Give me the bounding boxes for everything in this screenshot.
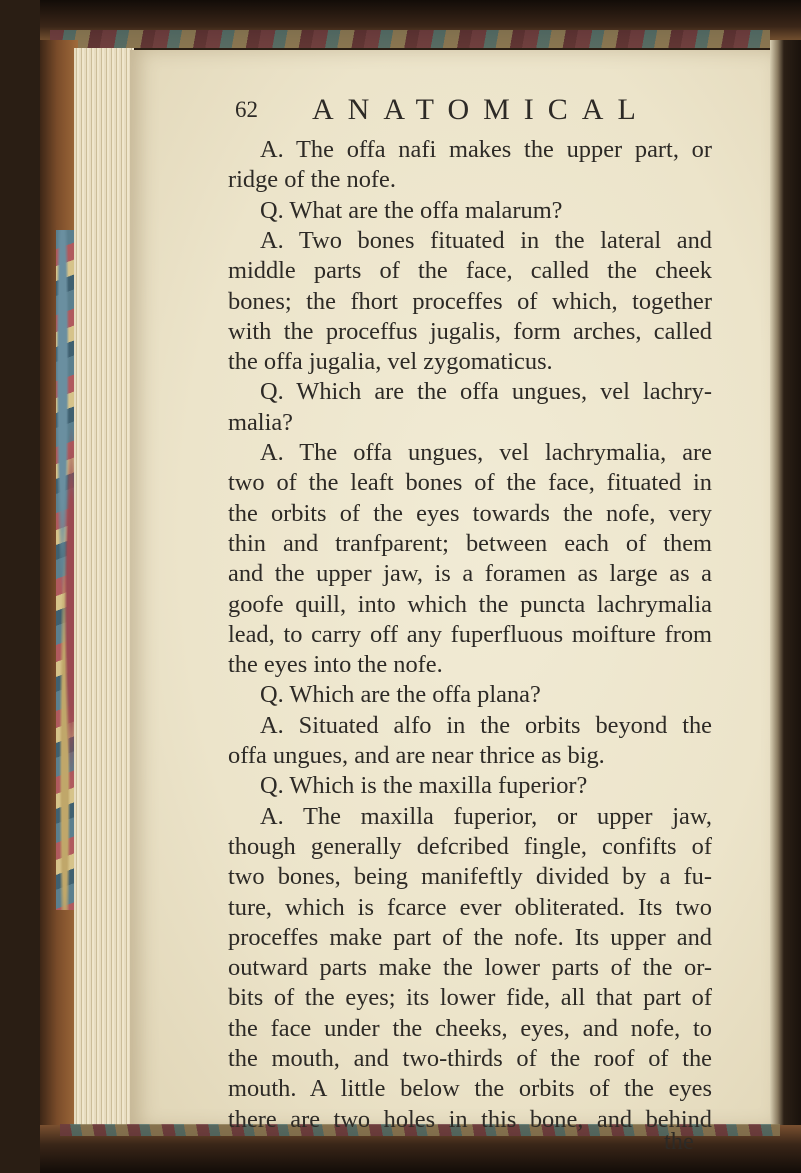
catchword: the [664, 1127, 694, 1155]
text-line: the face under the cheeks, eyes, and nofe, to [228, 1014, 712, 1042]
text-line: and the upper jaw, is a foramen as large as a [228, 560, 712, 588]
text-line: A. Situated alfo in the orbits beyond the [260, 711, 712, 739]
page-edges [74, 48, 134, 1138]
text-line: offa ungues, and are near thrice as big. [228, 742, 605, 769]
text-line: goofe quill, into which the puncta lachrymalia [228, 590, 712, 618]
text-line: Q. Which is the maxilla fuperior? [260, 772, 588, 800]
text-line: A. The offa nafi makes the upper part, or [260, 136, 712, 163]
text-line: Q. What are the offa malarum? [260, 196, 563, 224]
text-line: mouth. A little below the orbits of the eyes [228, 1075, 712, 1103]
text-line: Q. Which are the offa ungues, vel lachry- [260, 378, 712, 406]
text-line: middle parts of the face, called the cheek [228, 257, 712, 285]
text-line: A. The maxilla fuperior, or upper jaw, [260, 802, 712, 830]
text-line: ridge of the nofe. [228, 166, 396, 194]
text-line: two of the leaft bones of the face, fituated in [228, 469, 712, 497]
text-line: the offa jugalia, vel zygomaticus. [228, 348, 553, 376]
book-cover-right [770, 40, 801, 1140]
text-line: bits of the eyes; its lower fide, all that part of [228, 984, 712, 1012]
text-line: there are two holes in this bone, and behind [228, 1105, 712, 1133]
page-number: 62 [235, 97, 258, 122]
text-line: thin and tranfparent; between each of them [228, 529, 712, 557]
text-line: the eyes into the nofe. [228, 651, 443, 679]
text-line: two bones, being manifeftly divided by a fu- [228, 863, 712, 891]
text-line: the mouth, and two-thirds of the roof of the [228, 1045, 712, 1072]
text-line: though generally defcribed fingle, confifts of [228, 832, 712, 860]
marbled-endpaper-top [50, 30, 770, 48]
text-line: lead, to carry off any fuperfluous moifture from [228, 620, 712, 648]
running-title: ANATOMICAL [312, 93, 650, 126]
text-line: outward parts make the lower parts of the or- [228, 954, 712, 982]
text-line: A. Two bones fituated in the lateral and [260, 226, 712, 254]
text-line: ture, which is fcarce ever obliterated. Its two [228, 893, 712, 921]
text-line: A. The offa ungues, vel lachrymalia, are [260, 439, 712, 466]
text-line: proceffes make part of the nofe. Its upper and [228, 923, 712, 951]
text-line: with the proceffus jugalis, form arches, called [228, 317, 712, 345]
text-line: malia? [228, 408, 294, 436]
text-line: bones; the fhort proceffes of which, together [228, 287, 712, 315]
text-line: Q. Which are the offa plana? [260, 681, 541, 709]
text-line: the orbits of the eyes towards the nofe, very [228, 499, 712, 527]
